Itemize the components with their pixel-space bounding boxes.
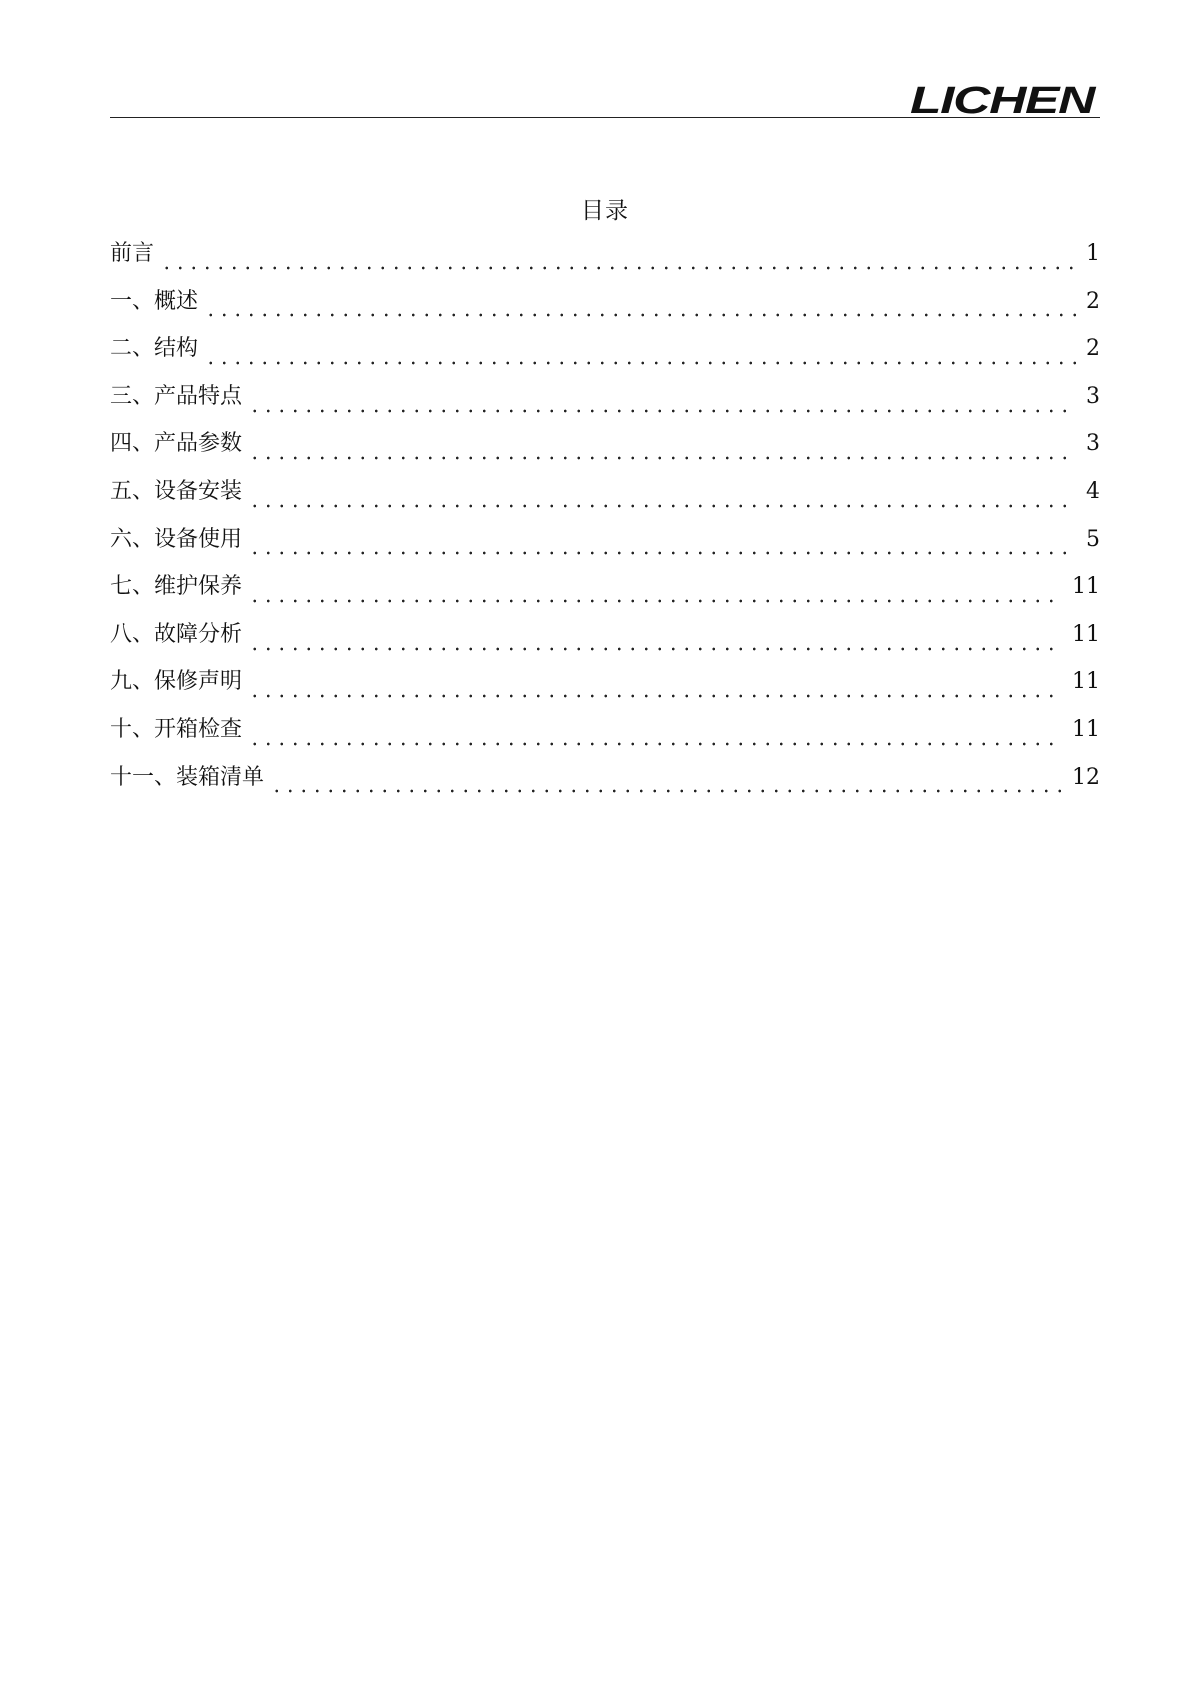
toc-entry-label: 九、保修声明	[110, 669, 243, 695]
dot-leader	[204, 360, 1076, 366]
dot-leader	[248, 408, 1076, 414]
svg-text:LICHEN: LICHEN	[910, 80, 1098, 120]
toc-entry-page: 2	[1086, 336, 1100, 362]
toc-entry-page: 11	[1072, 621, 1100, 647]
dot-leader	[248, 741, 1062, 747]
toc-entry-page: 2	[1086, 288, 1100, 314]
dot-leader	[204, 312, 1076, 318]
lichen-logo	[908, 80, 1098, 120]
toc-entry[interactable]	[110, 571, 1100, 619]
toc-entry[interactable]	[110, 714, 1100, 762]
toc-entry[interactable]	[110, 333, 1100, 381]
toc-entry[interactable]	[110, 619, 1100, 667]
dot-leader	[248, 550, 1076, 556]
toc-title: 目录	[581, 198, 629, 224]
toc-entry[interactable]	[110, 524, 1100, 572]
toc-entry-label: 三、产品特点	[110, 383, 243, 409]
toc-entry[interactable]	[110, 428, 1100, 476]
toc-entry-label: 二、结构	[110, 336, 199, 362]
dot-leader	[160, 265, 1076, 271]
toc-entry-page: 3	[1086, 383, 1100, 409]
toc-entry[interactable]	[110, 762, 1100, 810]
header-divider	[110, 117, 1100, 118]
toc-entry-label: 前言	[110, 241, 155, 266]
toc-entry-label: 一、概述	[110, 288, 199, 314]
dot-leader	[248, 598, 1062, 604]
toc-entry-label: 八、故障分析	[110, 621, 243, 647]
toc-entry-page: 5	[1086, 526, 1100, 552]
toc-entry-label: 十、开箱检查	[110, 716, 243, 742]
dot-leader	[248, 693, 1062, 699]
toc-entry-page: 4	[1086, 478, 1100, 504]
toc-entry-label: 七、维护保养	[110, 574, 243, 600]
toc-entry-page: 11	[1072, 574, 1100, 600]
toc-entry-page: 11	[1072, 669, 1100, 695]
toc-entry-page: 11	[1072, 716, 1100, 742]
toc-entry[interactable]	[110, 666, 1100, 714]
toc-entry-label: 十一、装箱清单	[110, 764, 265, 790]
toc-entry-label: 六、设备使用	[110, 526, 243, 552]
toc-entry[interactable]	[110, 381, 1100, 429]
dot-leader	[270, 788, 1062, 794]
toc-entry[interactable]	[110, 286, 1100, 334]
dot-leader	[248, 455, 1076, 461]
table-of-contents	[110, 238, 1100, 809]
toc-entry[interactable]	[110, 238, 1100, 286]
dot-leader	[248, 646, 1062, 652]
toc-entry-page: 3	[1086, 431, 1100, 457]
toc-entry-page: 1	[1086, 241, 1100, 266]
toc-entry-label: 四、产品参数	[110, 431, 243, 457]
toc-entry-label: 五、设备安装	[110, 478, 243, 504]
dot-leader	[248, 503, 1076, 509]
toc-entry[interactable]	[110, 476, 1100, 524]
toc-entry-page: 12	[1072, 764, 1100, 790]
